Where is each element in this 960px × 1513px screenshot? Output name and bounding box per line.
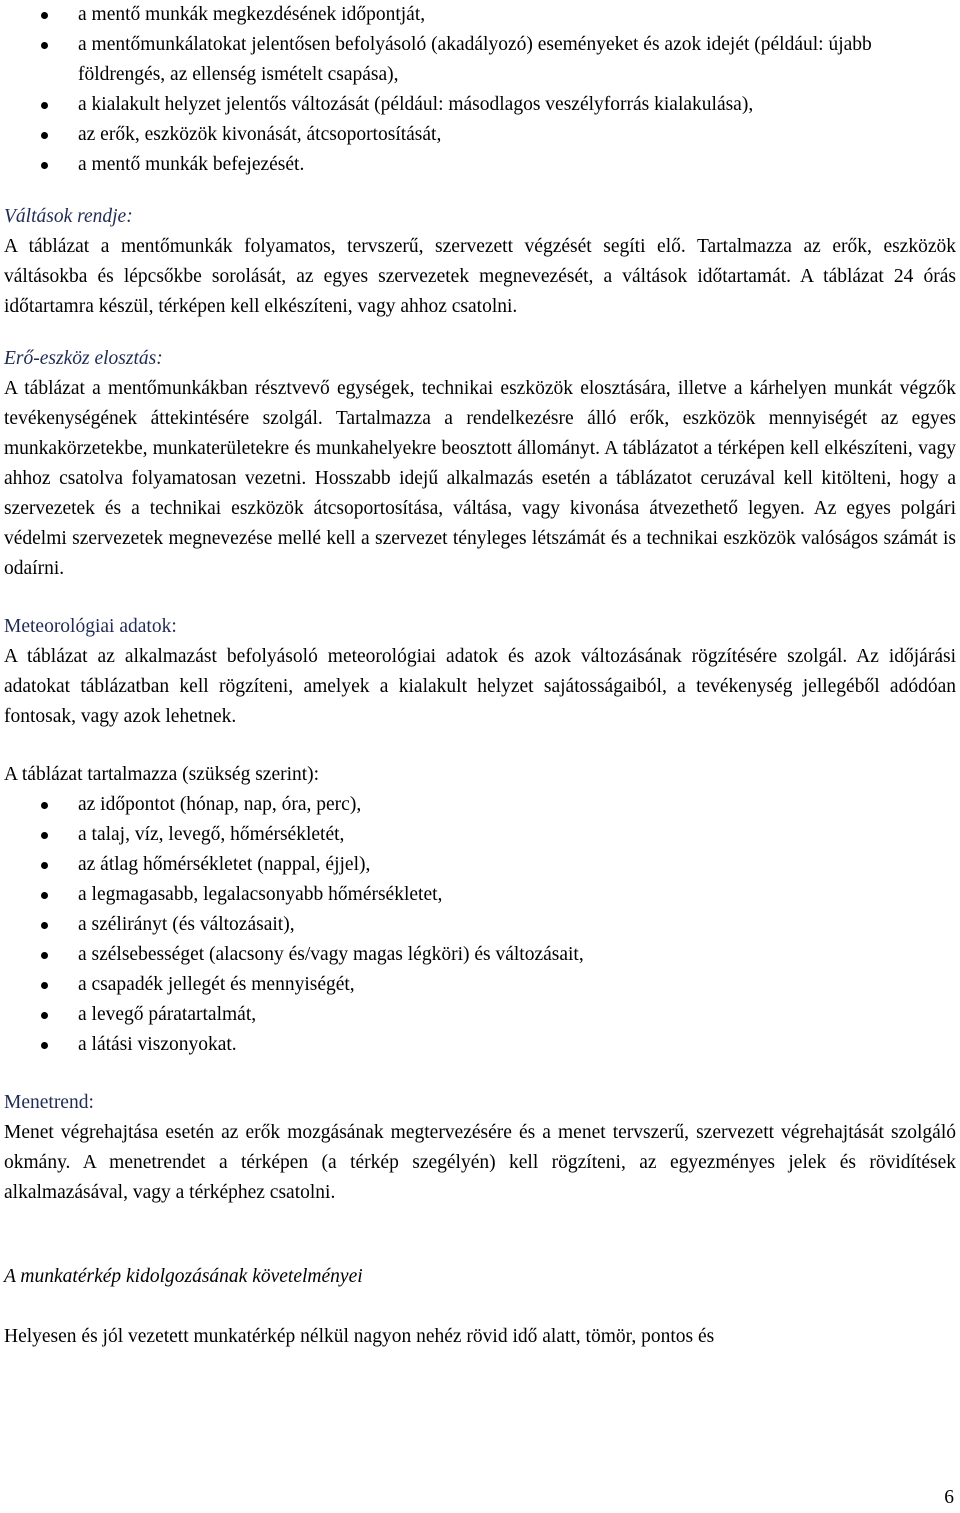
- list-intro: A táblázat tartalmazza (szükség szerint):: [4, 764, 320, 785]
- list-item: a legmagasabb, legalacsonyabb hőmérsékletet,: [4, 880, 956, 910]
- meteo-data-list: [4, 790, 956, 1060]
- list-item: a szélsebességet (alacsony és/vagy magas légköri) és változásait,: [4, 940, 956, 970]
- list-item: a mentőmunkálatokat jelentősen befolyásoló (akadályozó) eseményeket és azok idejét (például: újabb földrengés, az ellenség ismételt csapása),: [4, 30, 956, 90]
- list-item: a csapadék jellegét és mennyiségét,: [4, 970, 956, 1000]
- paragraph-eroeszkoz: A táblázat a mentőmunkákban résztvevő egységek, technikai eszközök elosztására, illetve a kárhelyen munkát végzők tevékenységének áttekintésére szolgál. Tartalmazza a rendelkezésre álló erők, eszközök mennyiségét az egyes munkakörzetekbe, munkaterületekre és munkahelyekre beosztott állományt. A táblázatot a térképen kell elkészíteni, vagy ahhoz csatolva folyamatosan vezetni. Hosszabb idejű alkalmazás esetén a táblázatot ceruzával kell kitölteni, hogy a szervezetek és a technikai eszközök átcsoportosítása, váltása, vagy kivonása átvezethető legyen. Az egyes polgári védelmi szervezetek megnevezése mellé kell a szervezet tényleges létszámát és a technikai eszközök valóságos számát is odaírni.: [4, 378, 956, 579]
- section-heading-munkaterkep: A munkatérkép kidolgozásának követelményei: [4, 1266, 363, 1287]
- section-heading-valtasok: Váltások rendje:: [4, 206, 133, 227]
- list-item: a levegő páratartalmát,: [4, 1000, 956, 1030]
- document-page: [4, 0, 956, 1352]
- list-item: a talaj, víz, levegő, hőmérsékletét,: [4, 820, 956, 850]
- section-heading-meteo: Meteorológiai adatok:: [4, 616, 177, 637]
- page-number: 6: [944, 1487, 954, 1508]
- list-item: a szélirányt (és változásait),: [4, 910, 956, 940]
- event-list: [4, 0, 956, 180]
- list-item: a látási viszonyokat.: [4, 1030, 956, 1060]
- paragraph-munkaterkep: Helyesen és jól vezetett munkatérkép nélkül nagyon nehéz rövid idő alatt, tömör, pontos és: [4, 1326, 715, 1347]
- list-item: az időpontot (hónap, nap, óra, perc),: [4, 790, 956, 820]
- paragraph-meteo: A táblázat az alkalmazást befolyásoló meteorológiai adatok és azok változásának rögzítésére szolgál. Az időjárási adatokat táblázatban kell rögzíteni, amelyek a kialakult helyzet sajátosságaiból, a tevékenység jellegéből adódóan fontosak, vagy azok lehetnek.: [4, 646, 956, 727]
- section-heading-menetrend: Menetrend:: [4, 1092, 94, 1113]
- list-item: az erők, eszközök kivonását, átcsoportosítását,: [4, 120, 956, 150]
- paragraph-menetrend: Menet végrehajtása esetén az erők mozgásának megtervezésére és a menet tervszerű, szervezett végrehajtását szolgáló okmány. A menetrendet a térképen (a térkép szegélyén) kell rögzíteni, az egyezményes jelek és rövidítések alkalmazásával, vagy a térképhez csatolni.: [4, 1122, 956, 1203]
- paragraph-valtasok: A táblázat a mentőmunkák folyamatos, tervszerű, szervezett végzését segíti elő. Tartalmazza az erők, eszközök váltásokba és lépcsőkbe sorolását, az egyes szervezetek megnevezését, a váltások időtartamát. A táblázat 24 órás időtartamra készül, térképen kell elkészíteni, vagy ahhoz csatolni.: [4, 236, 956, 317]
- list-item: a kialakult helyzet jelentős változását (például: másodlagos veszélyforrás kialakulása),: [4, 90, 956, 120]
- list-item: a mentő munkák befejezését.: [4, 150, 956, 180]
- list-item: az átlag hőmérsékletet (nappal, éjjel),: [4, 850, 956, 880]
- list-item: a mentő munkák megkezdésének időpontját,: [4, 0, 956, 30]
- section-heading-eroeszkoz: Erő-eszköz elosztás:: [4, 348, 163, 369]
